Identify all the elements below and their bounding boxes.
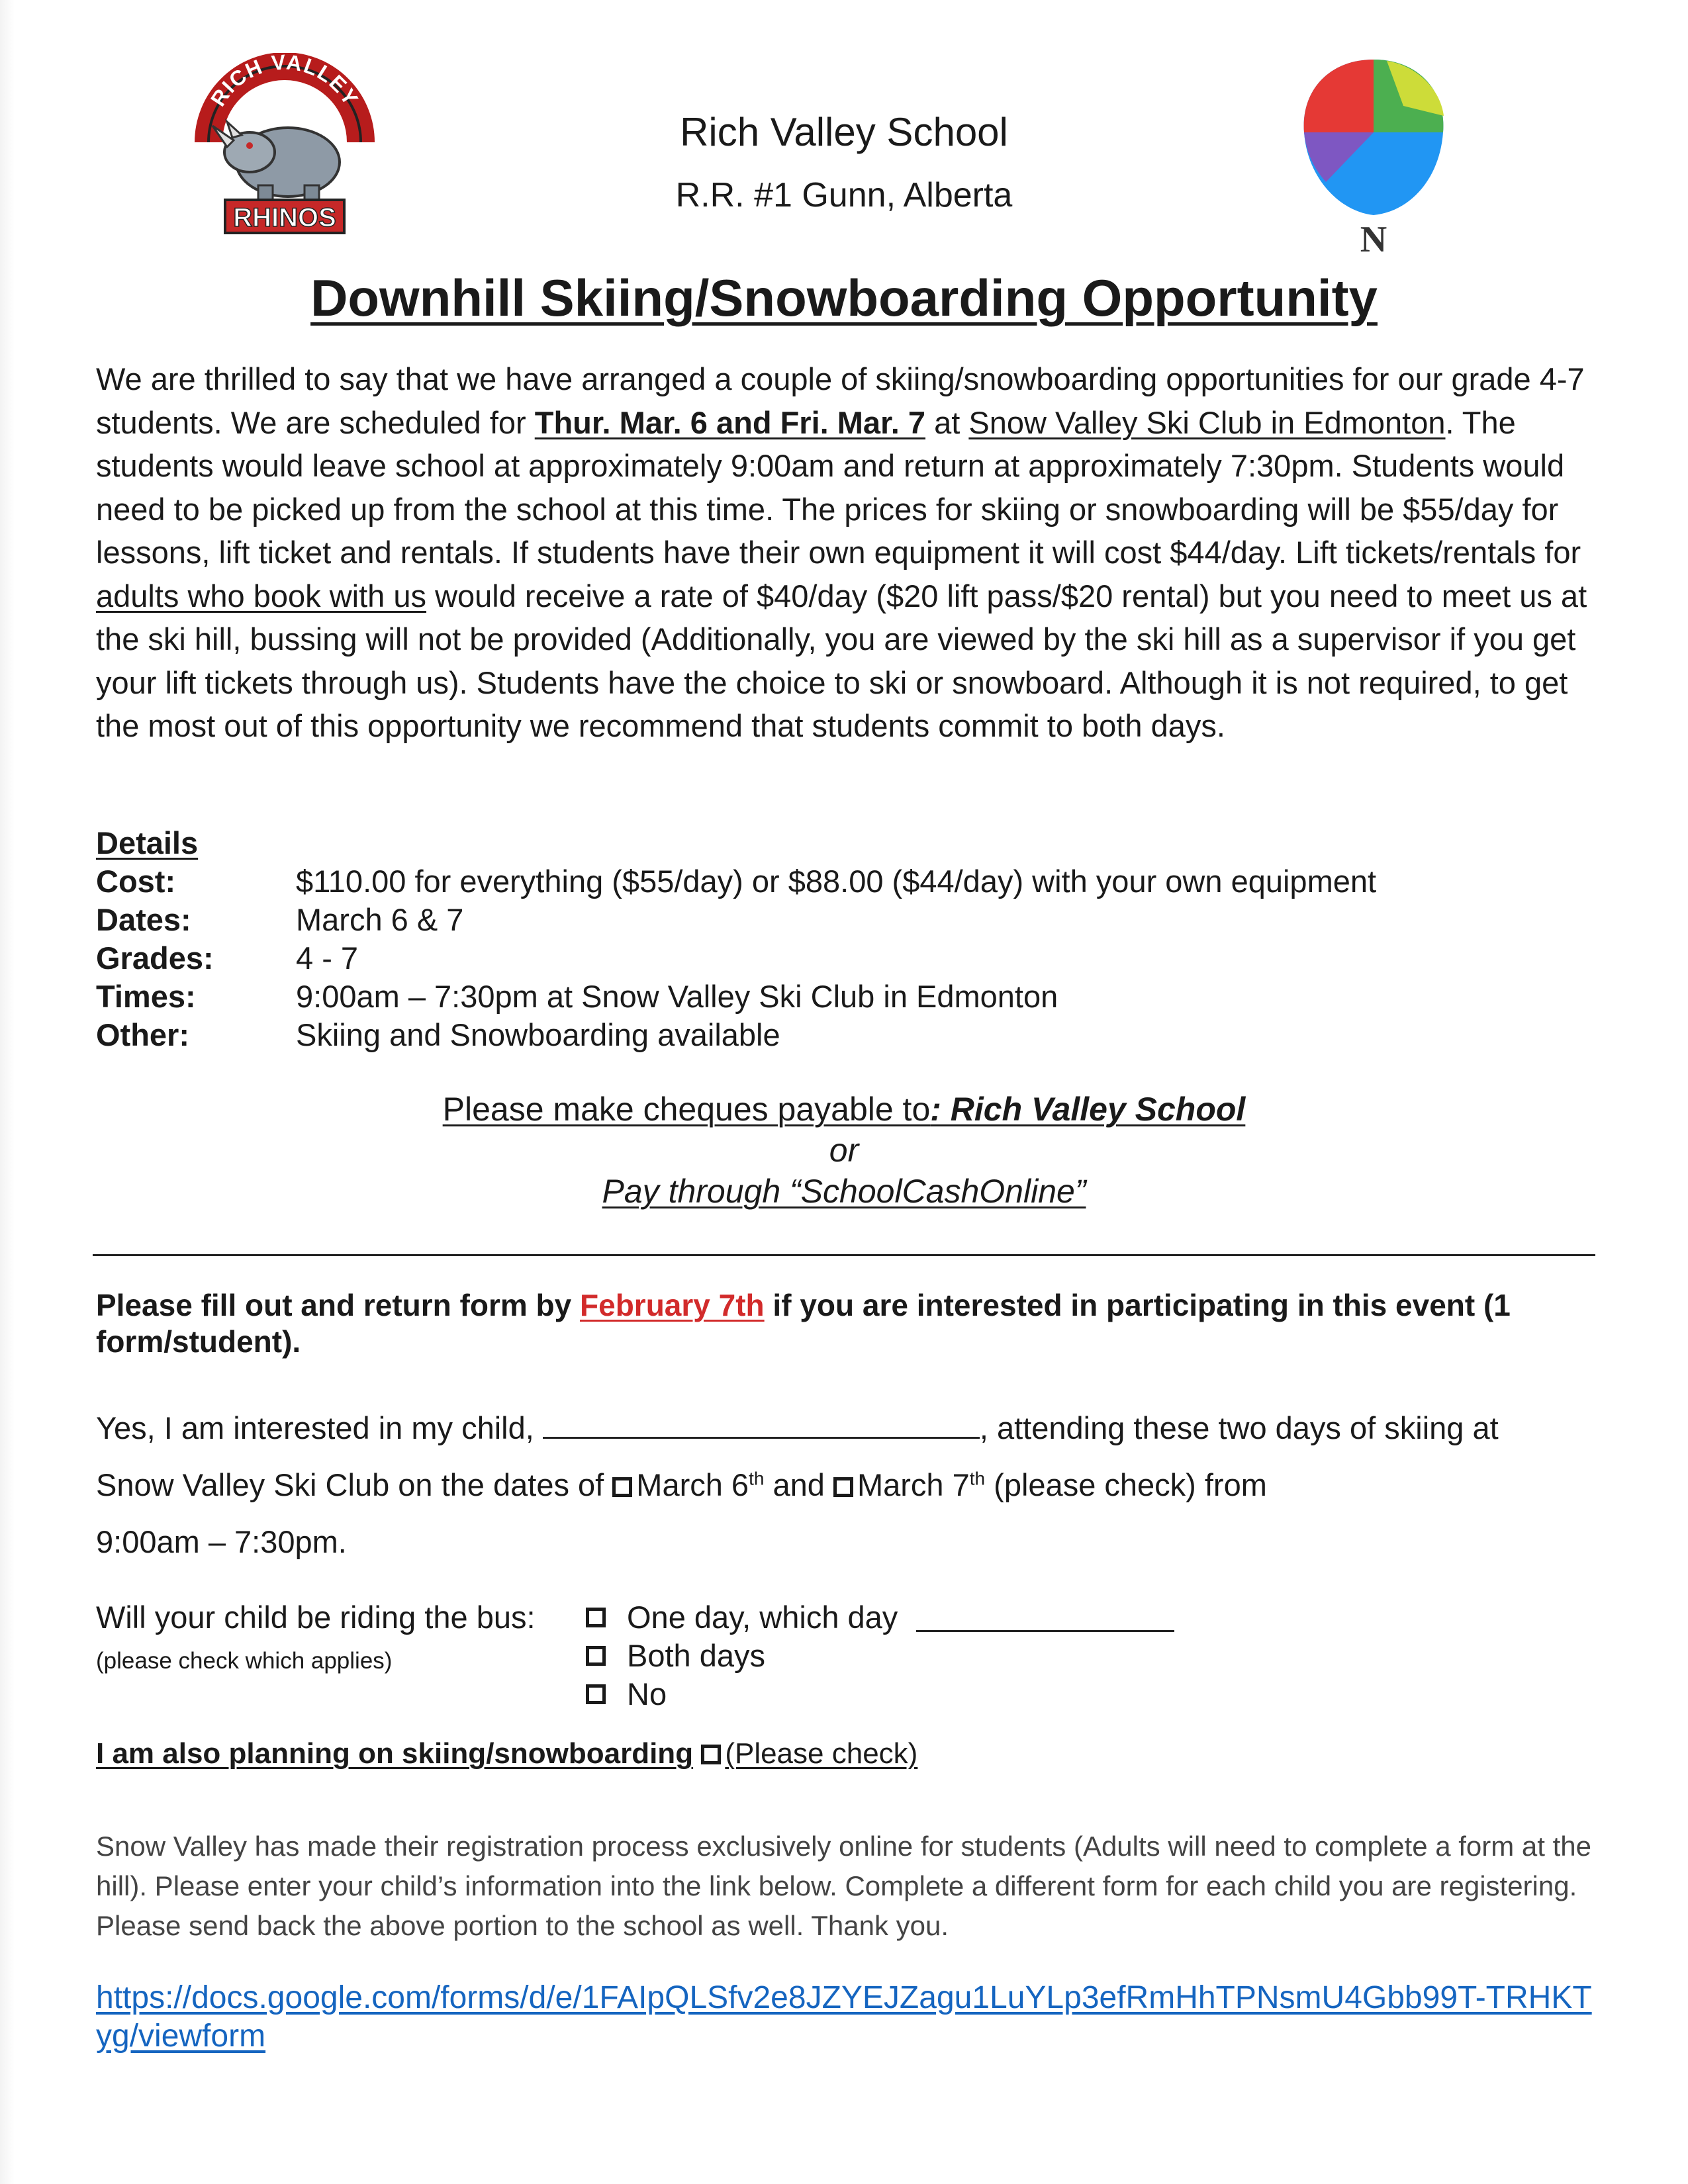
trip-location: Snow Valley Ski Club in Edmonton	[968, 404, 1446, 440]
deadline-text-2: if you are interested in participating in this event (1 form/student).	[96, 1288, 1511, 1359]
schoolcash-line: Pay through “SchoolCashOnline”	[602, 1173, 1086, 1210]
consent-line-2	[96, 1457, 1605, 1514]
intro-text-4: would receive a rate of $40/day ($20 lift pass/$20 rental) but you need to meet us at the ski hill, bussing will not be provided (Additionally, you are viewed by the ski hill as a supervisor if you get your lift tickets through us). Students have the choice to ski or snowboard. Although it is not required, to get the most out of this opportunity we recommend that students commit to both days.	[96, 578, 1587, 743]
bus-option-both-days	[586, 1637, 1174, 1675]
district-logo	[1288, 53, 1460, 258]
detail-row	[96, 901, 1552, 939]
detail-value: March 6 & 7	[296, 902, 464, 937]
detail-label: Dates:	[96, 902, 191, 937]
bus-option-one-day	[586, 1598, 1174, 1637]
consent-text: , attending these two days of skiing at	[979, 1410, 1499, 1445]
march-7-label: March 7	[857, 1467, 970, 1502]
adults-note: adults who book with us	[96, 578, 427, 614]
intro-text-3: . The students would leave school at approximately 9:00am and return at approximately 7:30pm. Students would need to be picked up from the school at this time. The prices for skiing or snowboarding will be $55/day for lessons, lift ticket and rentals. If students have their own equipment it will cost $44/day. Lift tickets/rentals for	[96, 404, 1581, 570]
consent-line-3: 9:00am – 7:30pm.	[96, 1524, 347, 1559]
please-check-note: (Please check)	[725, 1737, 918, 1770]
detail-label: Grades:	[96, 940, 214, 976]
logo-banner-text: RHINOS	[233, 203, 336, 232]
child-name-field[interactable]	[543, 1430, 980, 1439]
consent-text: Yes, I am interested in my child,	[96, 1410, 543, 1445]
ordinal-suffix: th	[749, 1468, 765, 1489]
bus-question: Will your child be riding the bus:	[96, 1600, 536, 1635]
bus-option-label: One day, which day	[627, 1600, 898, 1635]
bus-hint: (please check which applies)	[96, 1648, 393, 1674]
return-deadline	[96, 1287, 1579, 1360]
logo-arc-text: RICH VALLEY	[206, 53, 364, 111]
consent-statement	[96, 1400, 1605, 1570]
detail-row	[96, 1016, 1552, 1054]
bus-one-day-checkbox[interactable]	[586, 1608, 606, 1627]
school-name: Rich Valley School	[680, 110, 1008, 154]
consent-text: (please check) from	[985, 1467, 1267, 1502]
consent-line-1	[96, 1400, 1605, 1457]
intro-paragraph	[96, 357, 1605, 748]
registration-form-link[interactable]: https://docs.google.com/forms/d/e/1FAIpQLSfv2e8JZYEJZagu1LuYLp3efRmHhTPNsmU4Gbb99T-TRHKTyg/viewform	[96, 1980, 1592, 2054]
bus-option-label: Both days	[627, 1638, 766, 1673]
details-heading: Details	[96, 825, 199, 860]
intro-text-2: at	[925, 404, 969, 440]
payment-instructions	[0, 1089, 1688, 1212]
consent-text: and	[764, 1467, 833, 1502]
section-divider	[93, 1254, 1595, 1256]
trip-dates: Thur. Mar. 6 and Fri. Mar. 7	[534, 404, 926, 440]
detail-value: Skiing and Snowboarding available	[296, 1017, 780, 1052]
details-section	[96, 824, 1552, 1054]
march-6-label: March 6	[636, 1467, 749, 1502]
title-text: Downhill Skiing/Snowboarding Opportunity	[310, 269, 1378, 327]
bus-no-checkbox[interactable]	[586, 1684, 606, 1704]
or-text: or	[829, 1132, 859, 1169]
detail-value: 4 - 7	[296, 940, 359, 976]
detail-label: Other:	[96, 1017, 189, 1052]
detail-label: Times:	[96, 979, 196, 1014]
intro-text-1: We are thrilled to say that we have arranged a couple of skiing/snowboarding opportunities for our grade 4-7 students. We are scheduled for	[96, 361, 1585, 440]
logo-letter: N	[1360, 219, 1387, 258]
detail-row	[96, 862, 1552, 901]
which-day-field[interactable]	[916, 1604, 1174, 1632]
bus-both-days-checkbox[interactable]	[586, 1646, 606, 1666]
bus-options	[586, 1598, 1174, 1713]
adult-participation-checkbox[interactable]	[701, 1745, 721, 1764]
detail-label: Cost:	[96, 864, 176, 899]
detail-row	[96, 978, 1552, 1016]
bus-option-no	[586, 1675, 1174, 1713]
registration-note: Snow Valley has made their registration process exclusively online for students (Adults will need to complete a form at the hill). Please enter your child’s information into the link below. Complete a different form for each child you are registering. Please send back the above portion to the school as well. Thank you.	[96, 1831, 1591, 1941]
detail-value: 9:00am – 7:30pm at Snow Valley Ski Club in Edmonton	[296, 979, 1058, 1014]
document-title	[0, 268, 1688, 328]
detail-row	[96, 939, 1552, 978]
bus-option-label: No	[627, 1676, 667, 1711]
cheque-line	[0, 1089, 1688, 1130]
school-address: R.R. #1 Gunn, Alberta	[675, 176, 1013, 214]
march-7-checkbox[interactable]	[833, 1477, 853, 1497]
deadline-text-1: Please fill out and return form by	[96, 1288, 581, 1322]
deadline-date: February 7th	[580, 1288, 765, 1322]
march-6-checkbox[interactable]	[612, 1477, 632, 1497]
cheque-payee: : Rich Valley School	[930, 1091, 1246, 1128]
detail-value: $110.00 for everything ($55/day) or $88.00 ($44/day) with your own equipment	[296, 864, 1377, 899]
ordinal-suffix: th	[969, 1468, 986, 1489]
adult-participation	[96, 1737, 917, 1770]
cheque-prefix: Please make cheques payable to	[442, 1091, 931, 1128]
adult-participation-label: I am also planning on skiing/snowboarding	[96, 1737, 694, 1770]
consent-text: Snow Valley Ski Club on the dates of	[96, 1467, 613, 1502]
